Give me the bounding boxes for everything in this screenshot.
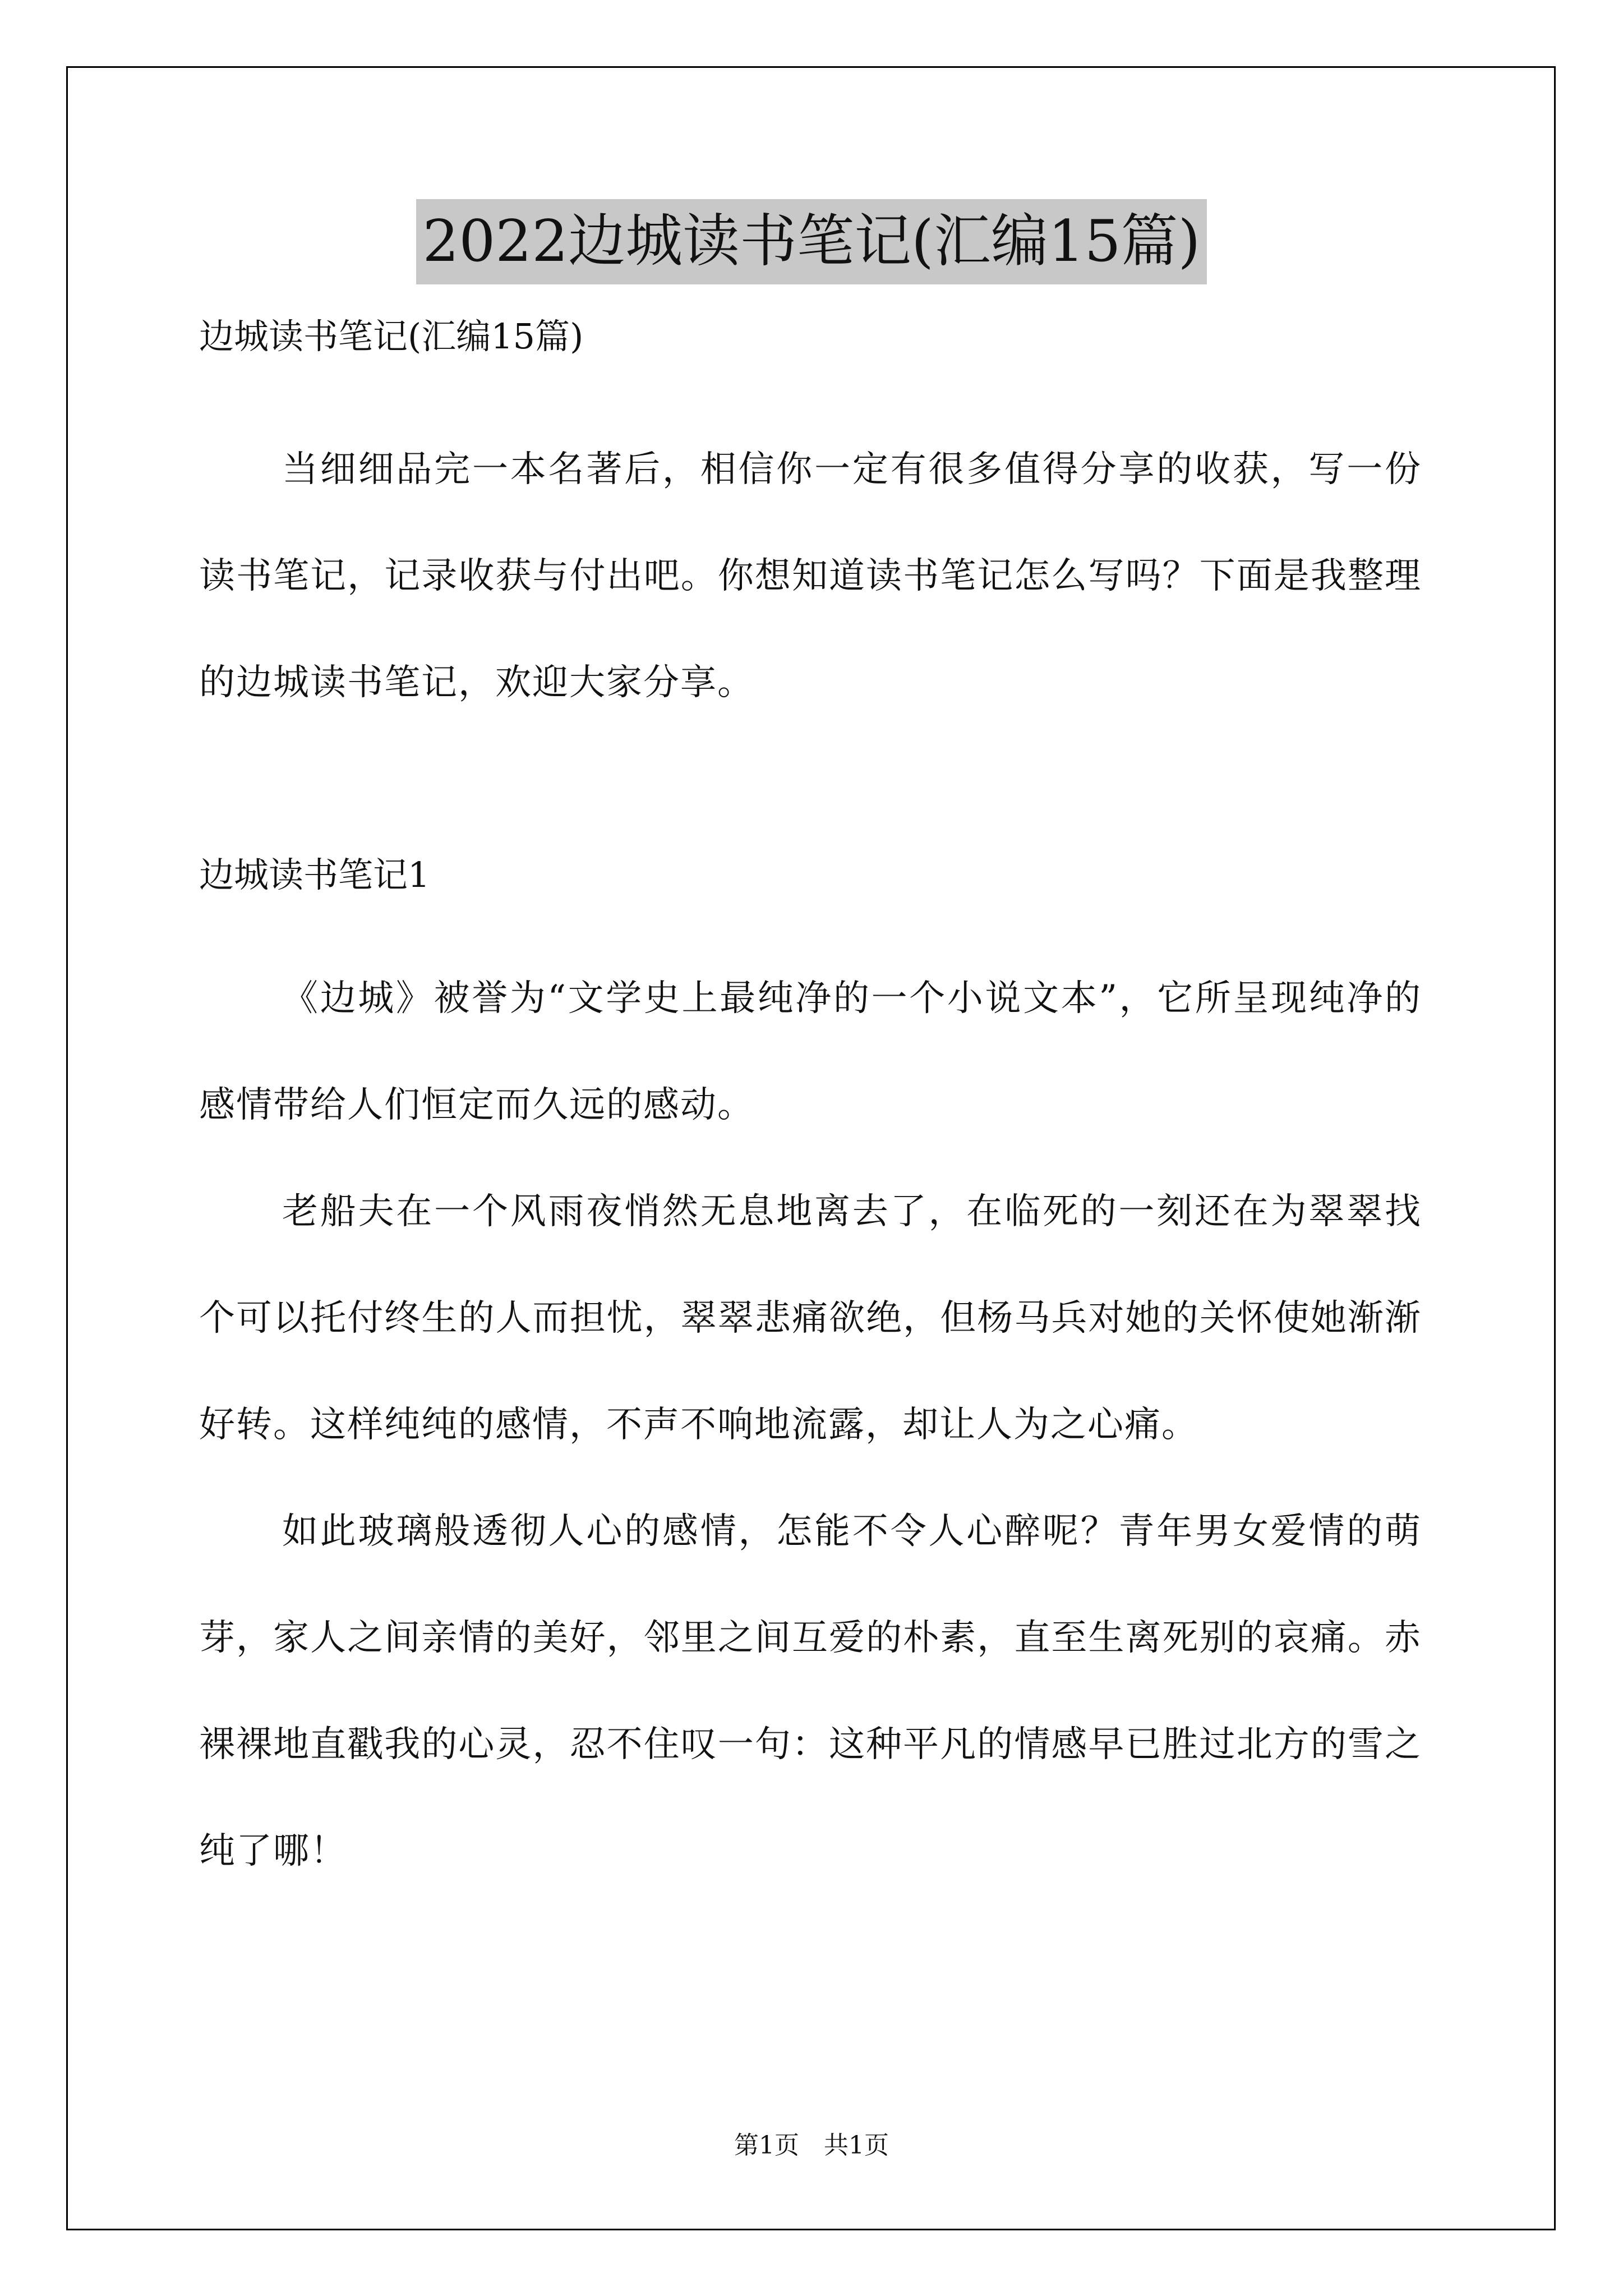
document-subtitle: 边城读书笔记(汇编15篇) — [199, 316, 584, 357]
body-paragraph-3: 如此玻璃般透彻人心的感情，怎能不令人心醉呢？青年男女爱情的萌芽，家人之间亲情的美好，邻里之间互爱的朴素，直至生离死别的哀痛。赤裸裸地直戳我的心灵，忍不住叹一句：这种平凡的情感早已胜过北方的雪之纯了哪！ — [199, 1511, 1422, 1872]
body-paragraph-2: 老船夫在一个风雨夜悄然无息地离去了，在临死的一刻还在为翠翠找个可以托付终生的人而担忧，翠翠悲痛欲绝，但杨马兵对她的关怀使她渐渐好转。这样纯纯的感情，不声不响地流露，却让人为之心痛。 — [199, 1191, 1422, 1446]
intro-paragraph: 当细细品完一本名著后，相信你一定有很多值得分享的收获，写一份读书笔记，记录收获与付出吧。你想知道读书笔记怎么写吗？下面是我整理的边城读书笔记，欢迎大家分享。 — [199, 449, 1422, 703]
section-heading: 边城读书笔记1 — [199, 854, 430, 895]
body-paragraph-1: 《边城》被誉为“文学史上最纯净的一个小说文本”，它所呈现纯净的感情带给人们恒定而久远的感动。 — [199, 978, 1422, 1126]
page-footer: 第1页 共1页 — [734, 2131, 889, 2160]
document-title: 2022边城读书笔记(汇编15篇) — [416, 199, 1207, 284]
title-container — [0, 199, 1623, 284]
document-body — [199, 314, 1422, 1904]
